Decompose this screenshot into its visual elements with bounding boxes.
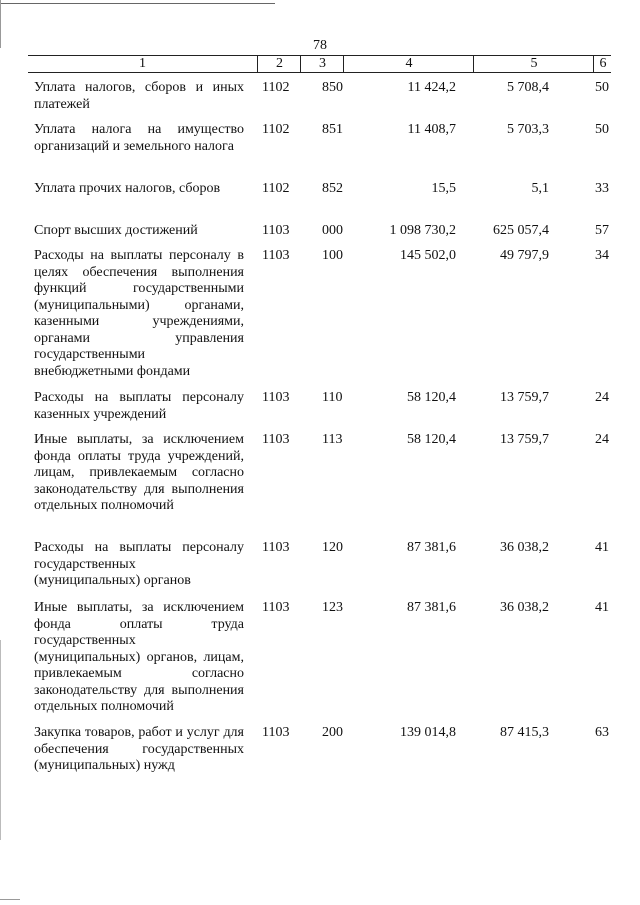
cell-actual: 625 057,4 bbox=[493, 223, 549, 238]
cell-section: 1103 bbox=[262, 725, 290, 740]
cell-section: 1103 bbox=[262, 540, 290, 555]
cell-actual: 87 415,3 bbox=[500, 725, 549, 740]
cell-type: 100 bbox=[322, 248, 343, 263]
table-header bbox=[28, 55, 611, 73]
cell-plan: 15,5 bbox=[431, 181, 456, 196]
cell-actual: 13 759,7 bbox=[500, 432, 549, 447]
cell-actual: 49 797,9 bbox=[500, 248, 549, 263]
cell-type: 120 bbox=[322, 540, 343, 555]
cell-percent: 41 bbox=[595, 540, 609, 555]
cell-percent: 24 bbox=[595, 432, 609, 447]
row-label: Иные выплаты, за исключением фонда оплаты труда учреждений, лицам, привлекаемым согласно законодательству для выполнения отдельных полномочий bbox=[34, 432, 244, 513]
cell-actual: 36 038,2 bbox=[500, 600, 549, 615]
column-header-1: 1 bbox=[139, 56, 146, 71]
cell-type: 110 bbox=[322, 390, 343, 405]
cell-plan: 87 381,6 bbox=[407, 540, 456, 555]
cell-percent: 63 bbox=[595, 725, 609, 740]
cell-type: 123 bbox=[322, 600, 343, 615]
row-label: Уплата прочих налогов, сборов bbox=[34, 181, 221, 196]
row-label: Расходы на выплаты персоналу в целях обеспечения выполнения функций государственными (муниципальными) органами, казенными учреждениями, органами управления государственными внебюджетными фондами bbox=[34, 248, 244, 379]
row-label: Иные выплаты, за исключением фонда оплаты труда государственных (муниципальных) органов, лицам, привлекаемым согласно законодательству для выполнения отдельных полномочий bbox=[34, 600, 244, 714]
cell-plan: 145 502,0 bbox=[400, 248, 456, 263]
cell-plan: 11 424,2 bbox=[407, 80, 456, 95]
cell-type: 852 bbox=[322, 181, 343, 196]
cell-percent: 24 bbox=[595, 390, 609, 405]
cell-section: 1102 bbox=[262, 181, 290, 196]
cell-percent: 34 bbox=[595, 248, 609, 263]
cell-percent: 50 bbox=[595, 122, 609, 137]
cell-plan: 87 381,6 bbox=[407, 600, 456, 615]
cell-type: 000 bbox=[322, 223, 343, 238]
cell-section: 1103 bbox=[262, 248, 290, 263]
cell-plan: 11 408,7 bbox=[407, 122, 456, 137]
cell-section: 1102 bbox=[262, 80, 290, 95]
cell-percent: 57 bbox=[595, 223, 609, 238]
row-label: Уплата налога на имущество организаций и земельного налога bbox=[34, 122, 244, 154]
cell-section: 1103 bbox=[262, 432, 290, 447]
cell-section: 1103 bbox=[262, 223, 290, 238]
row-label: Уплата налогов, сборов и иных платежей bbox=[34, 80, 244, 112]
cell-type: 200 bbox=[322, 725, 343, 740]
column-header-3: 3 bbox=[300, 56, 344, 72]
cell-actual: 5 708,4 bbox=[507, 80, 549, 95]
row-label: Расходы на выплаты персоналу казенных учреждений bbox=[34, 390, 244, 422]
column-header-4: 4 bbox=[343, 56, 474, 72]
page-number: 78 bbox=[313, 38, 327, 53]
cell-type: 113 bbox=[322, 432, 343, 447]
row-label: Закупка товаров, работ и услуг для обеспечения государственных (муниципальных) нужд bbox=[34, 725, 244, 773]
cell-percent: 50 bbox=[595, 80, 609, 95]
column-header-2: 2 bbox=[257, 56, 301, 72]
cell-actual: 13 759,7 bbox=[500, 390, 549, 405]
cell-percent: 41 bbox=[595, 600, 609, 615]
cell-section: 1102 bbox=[262, 122, 290, 137]
scan-edge-mark bbox=[0, 899, 20, 900]
row-label: Спорт высших достижений bbox=[34, 223, 198, 238]
cell-percent: 33 bbox=[595, 181, 609, 196]
column-header-6: 6 bbox=[593, 56, 612, 72]
cell-actual: 5 703,3 bbox=[507, 122, 549, 137]
scan-edge-mark bbox=[0, 3, 275, 4]
row-label: Расходы на выплаты персоналу государственных (муниципальных) органов bbox=[34, 540, 244, 588]
scan-edge-mark bbox=[0, 640, 1, 840]
cell-plan: 58 120,4 bbox=[407, 432, 456, 447]
cell-section: 1103 bbox=[262, 600, 290, 615]
cell-actual: 5,1 bbox=[531, 181, 549, 196]
column-header-5: 5 bbox=[473, 56, 594, 72]
cell-type: 851 bbox=[322, 122, 343, 137]
cell-plan: 1 098 730,2 bbox=[389, 223, 456, 238]
cell-type: 850 bbox=[322, 80, 343, 95]
cell-plan: 58 120,4 bbox=[407, 390, 456, 405]
cell-actual: 36 038,2 bbox=[500, 540, 549, 555]
cell-plan: 139 014,8 bbox=[400, 725, 456, 740]
cell-section: 1103 bbox=[262, 390, 290, 405]
